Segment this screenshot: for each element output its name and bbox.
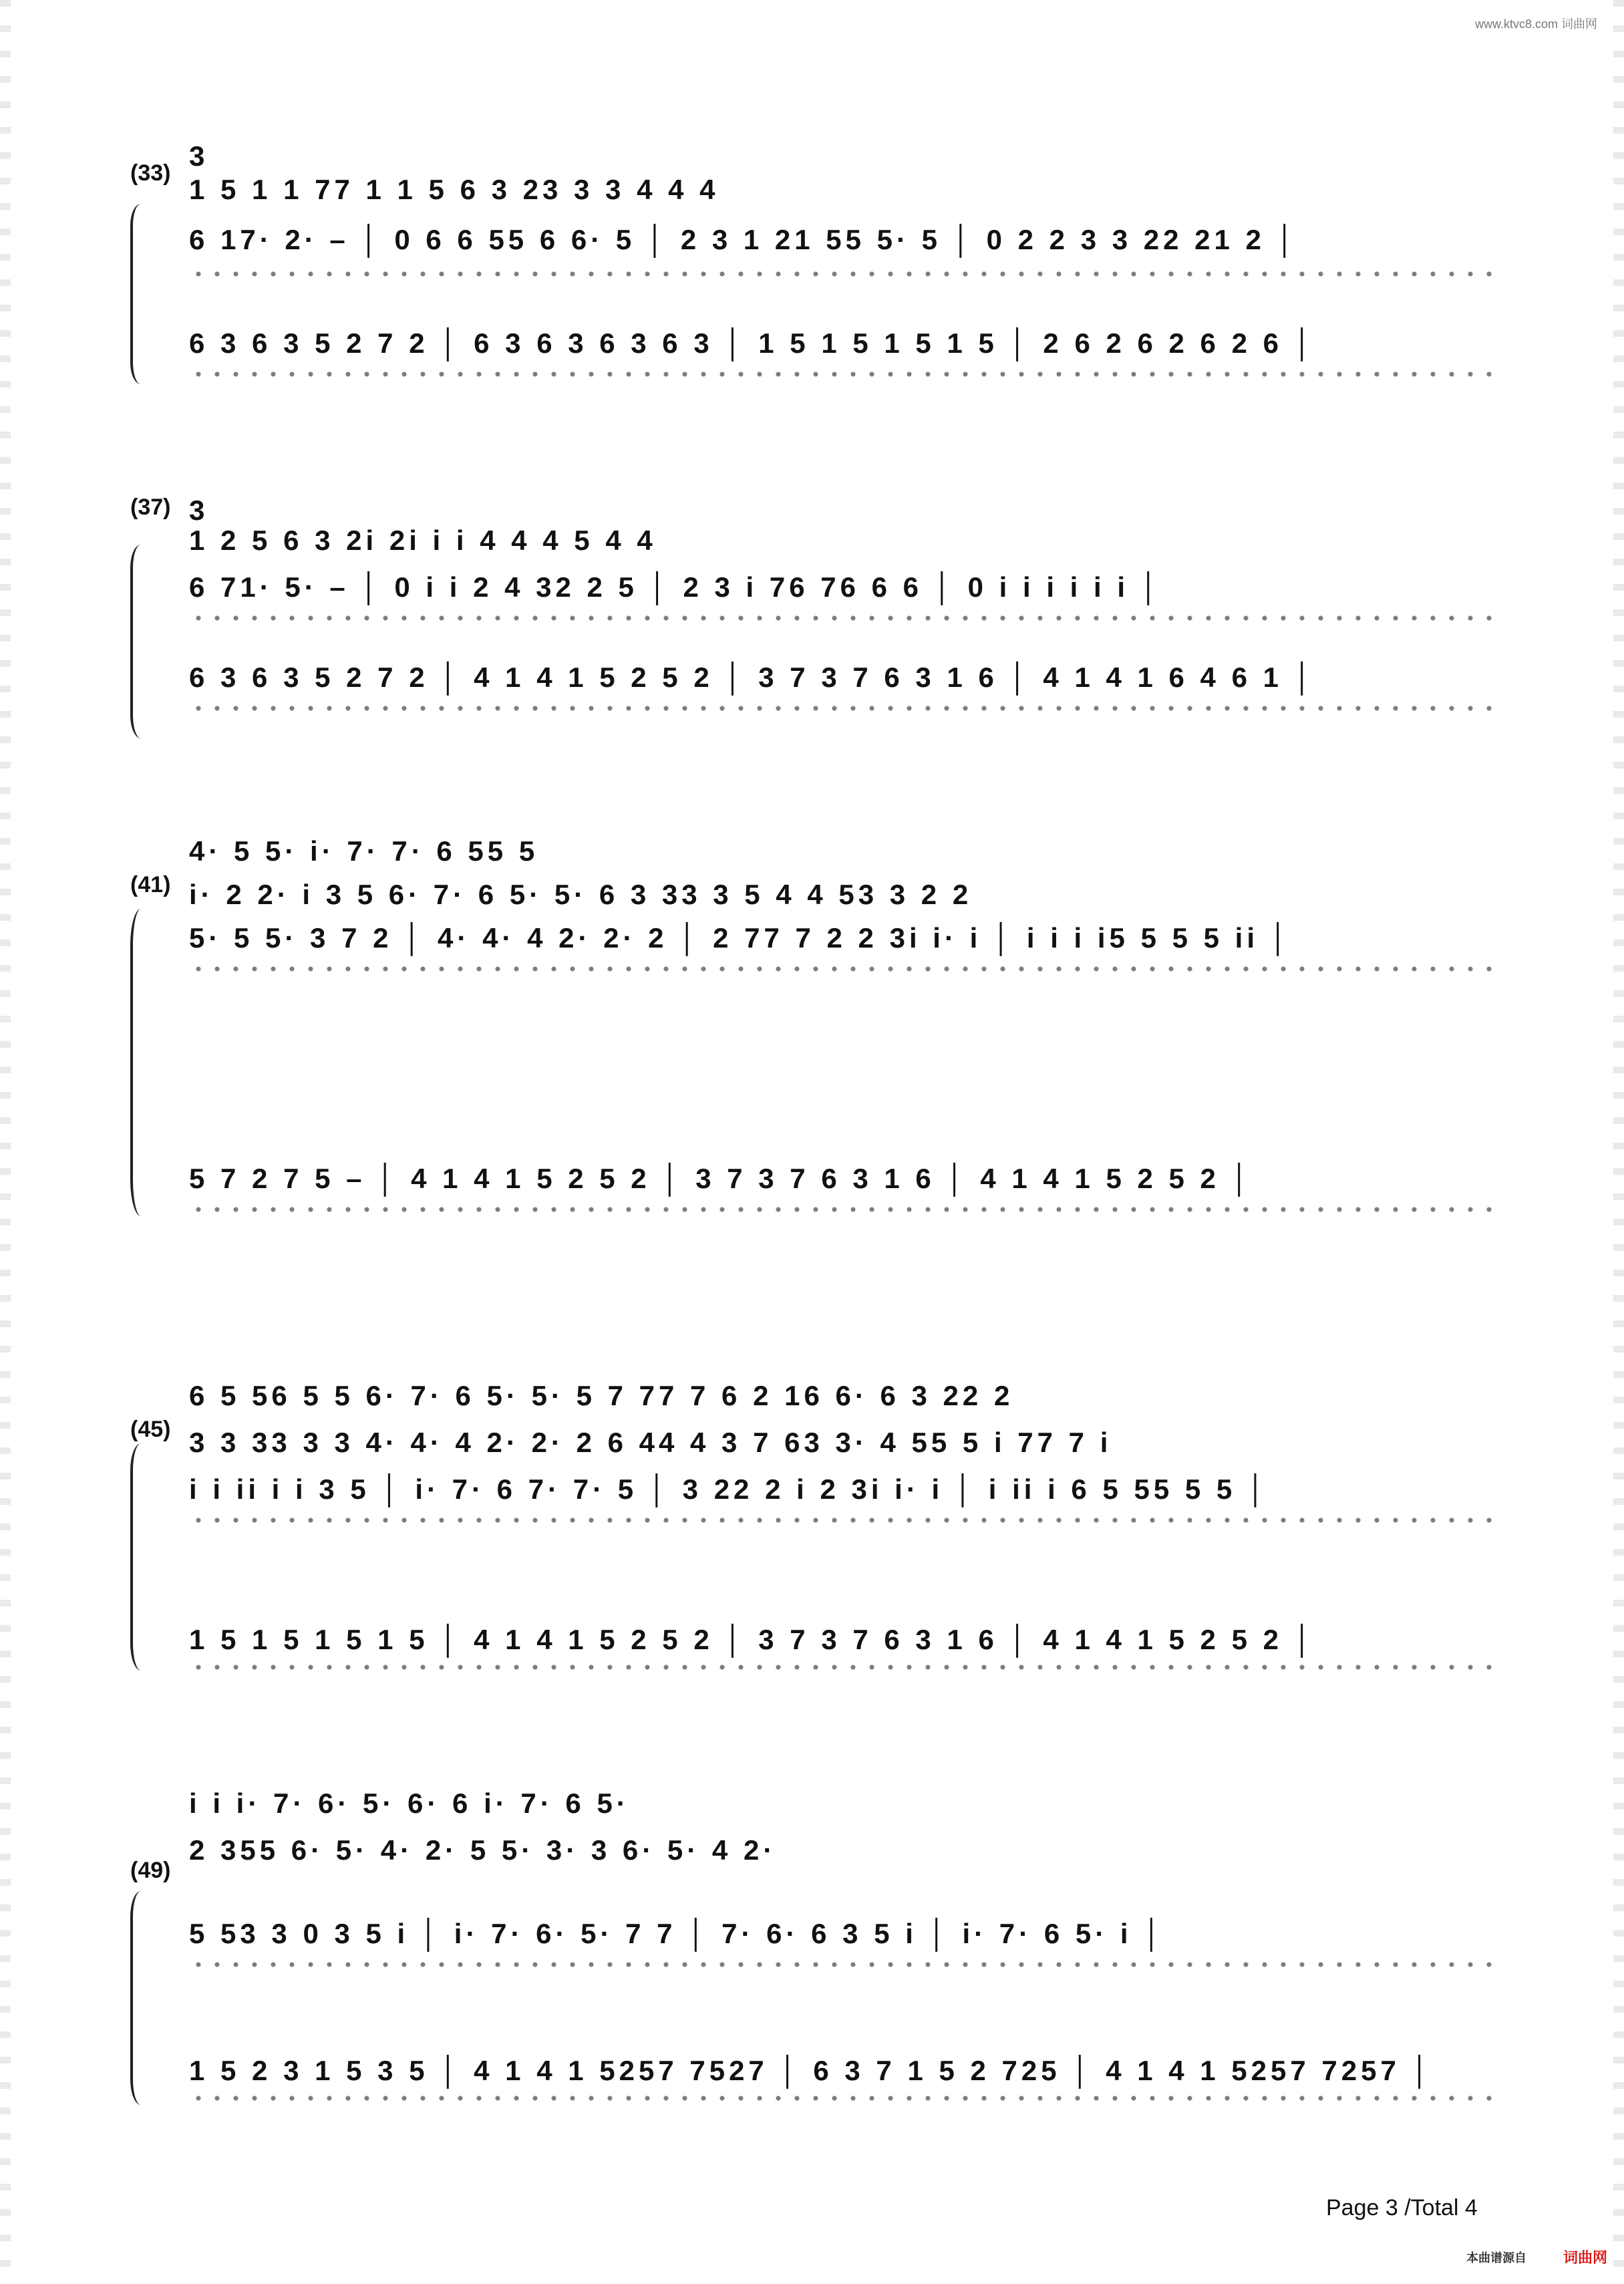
left-watermark-strip [0,0,11,2284]
octave-dots [189,1517,1496,1524]
bass-staff-line: 1 5 1 5 1 5 1 5 │ 4 1 4 1 5 2 5 2 │ 3 7 3 7 6 3 1 6 │ 4 1 4 1 5 2 5 2 │ [189,1624,1316,1655]
score-system-5 [130,1751,1496,2112]
bass-staff-line: 6 3 6 3 5 2 7 2 │ 6 3 6 3 6 3 6 3 │ 1 5 1 5 1 5 1 5 │ 2 6 2 6 2 6 2 6 │ [189,327,1316,359]
top-notes-line: 6 5 56 5 5 6· 7· 6 5· 5· 5 7 77 7 6 2 16 6· 6 3 22 2 [189,1380,1014,1411]
top-notes-line: 2 355 6· 5· 4· 2· 5 5· 3· 3 6· 5· 4 2· [189,1834,777,1866]
octave-dots [189,966,1496,972]
octave-dots [189,615,1496,621]
page-number: Page 3 /Total 4 [1326,2195,1478,2221]
top-notes-line: i· 2 2· i 3 5 6· 7· 6 5· 5· 6 3 33 3 5 4 4 53 3 2 2 [189,879,973,910]
top-notes-line: 3 [189,140,209,172]
measure-number: (37) [130,494,171,520]
system-brace [130,545,152,738]
treble-staff-line: i i ii i i 3 5 │ i· 7· 6 7· 7· 5 │ 3 22 2 i 2 3i i· i │ i ii i 6 5 55 5 5 │ [189,1473,1270,1505]
octave-dots [189,271,1496,277]
score-system-1 [130,140,1496,394]
footer-credit: 本曲谱源自 [1466,2251,1526,2265]
measure-number: (45) [130,1417,171,1442]
bass-staff-line: 6 3 6 3 5 2 7 2 │ 4 1 4 1 5 2 5 2 │ 3 7 3 7 6 3 1 6 │ 4 1 4 1 6 4 6 1 │ [189,662,1316,693]
measure-number: (41) [130,872,171,897]
right-watermark-strip [1613,0,1624,2284]
measure-number: (33) [130,160,171,186]
octave-dots [189,2095,1496,2102]
top-notes-line: 1 5 1 1 77 1 1 5 6 3 23 3 3 4 4 4 [189,174,719,205]
system-brace [130,1891,152,2105]
system-brace [130,909,152,1216]
bass-staff-line: 5 7 2 7 5 – │ 4 1 4 1 5 2 5 2 │ 3 7 3 7 6 3 1 6 │ 4 1 4 1 5 2 5 2 │ [189,1163,1253,1194]
bass-staff-line: 1 5 2 3 1 5 3 5 │ 4 1 4 1 5257 7527 │ 6 3 7 1 5 2 725 │ 4 1 4 1 5257 7257 │ [189,2055,1434,2086]
octave-dots [189,1206,1496,1213]
header-site-text: www.ktvc8.com 词曲网 [1474,17,1597,31]
octave-dots [189,371,1496,378]
system-brace [130,204,152,384]
score-system-2 [130,494,1496,748]
top-notes-line: 3 [189,494,209,526]
octave-dots [189,705,1496,712]
site-logo: 词曲网 [1563,2249,1608,2266]
treble-staff-line: 5 53 3 0 3 5 i │ i· 7· 6· 5· 7 7 │ 7· 6· 6 3 5 i │ i· 7· 6 5· i │ [189,1918,1166,1949]
top-notes-line: 1 2 5 6 3 2i 2i i i 4 4 4 5 4 4 [189,525,657,556]
top-notes-line: 4· 5 5· i· 7· 7· 6 55 5 [189,835,539,867]
octave-dots [189,1961,1496,1968]
score-system-3 [130,822,1496,1223]
top-notes-line: 3 3 33 3 3 4· 4· 4 2· 2· 2 6 44 4 3 7 63 3· 4 55 5 i 77 7 i [189,1427,1112,1458]
score-system-4 [130,1303,1496,1684]
treble-staff-line: 6 71· 5· – │ 0 i i 2 4 32 2 5 │ 2 3 i 76 76 6 6 │ 0 i i i i i i │ [189,571,1162,603]
treble-staff-line: 6 17· 2· – │ 0 6 6 55 6 6· 5 │ 2 3 1 21 55 5· 5 │ 0 2 2 3 3 22 21 2 │ [189,224,1299,255]
top-notes-line: i i i· 7· 6· 5· 6· 6 i· 7· 6 5· [189,1788,630,1819]
octave-dots [189,1664,1496,1671]
system-brace [130,1443,152,1671]
treble-staff-line: 5· 5 5· 3 7 2 │ 4· 4· 4 2· 2· 2 │ 2 77 7 2 2 3i i· i │ i i i i5 5 5 5 ii │ [189,922,1292,954]
measure-number: (49) [130,1858,171,1883]
